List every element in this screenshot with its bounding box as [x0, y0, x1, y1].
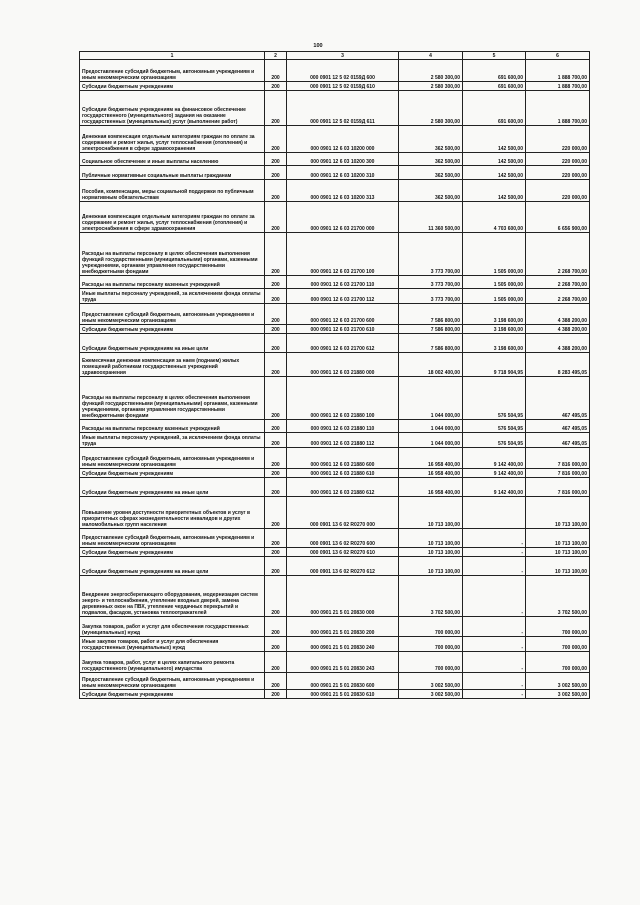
- row-classifier-cell: 000 0901 12 6 03 21880 612: [287, 478, 399, 497]
- row-amount-cell: 467 495,05: [526, 433, 590, 448]
- row-code-cell: 200: [265, 420, 287, 433]
- row-amount-cell: 1 044 000,00: [399, 433, 463, 448]
- row-amount-cell: [463, 497, 526, 529]
- row-amount-cell: 4 388 200,00: [526, 334, 590, 353]
- row-code-cell: 200: [265, 82, 287, 91]
- row-amount-cell: 362 500,00: [399, 126, 463, 153]
- row-amount-cell: 2 268 700,00: [526, 233, 590, 276]
- row-amount-cell: 3 773 700,00: [399, 276, 463, 289]
- row-classifier-cell: 000 0901 21 5 01 20830 000: [287, 576, 399, 617]
- row-amount-cell: 576 504,95: [463, 377, 526, 420]
- row-amount-cell: 691 600,00: [463, 82, 526, 91]
- row-amount-cell: 362 500,00: [399, 153, 463, 166]
- column-header: 2: [265, 52, 287, 60]
- row-name-cell: Предоставление субсидий бюджетным, автономным учреждениям и иным некоммерческим организациям: [80, 448, 265, 469]
- row-classifier-cell: 000 0901 21 5 01 20830 200: [287, 617, 399, 637]
- row-code-cell: 200: [265, 652, 287, 673]
- page-number: 100: [313, 43, 323, 49]
- row-code-cell: 200: [265, 289, 287, 304]
- row-name-cell: Субсидии бюджетным учреждениям на иные цели: [80, 557, 265, 576]
- row-name-cell: Расходы на выплаты персоналу казенных учреждений: [80, 276, 265, 289]
- row-code-cell: 200: [265, 153, 287, 166]
- row-amount-cell: 4 388 200,00: [526, 325, 590, 334]
- row-name-cell: Внедрение энергосберегающего оборудования, модернизация систем энерго- и теплоснабжения, утепление входных дверей, замена деревянных окон на ПВХ, утепление чердачных перекрытий и подвалов, фасадов, установка теплоотражателей: [80, 576, 265, 617]
- row-code-cell: 200: [265, 448, 287, 469]
- table-row: [80, 353, 590, 377]
- table-row: [80, 433, 590, 448]
- row-amount-cell: 142 500,00: [463, 126, 526, 153]
- row-classifier-cell: 000 0901 12 6 03 21880 112: [287, 433, 399, 448]
- row-classifier-cell: 000 0901 13 6 02 R0270 000: [287, 497, 399, 529]
- row-amount-cell: 16 958 400,00: [399, 469, 463, 478]
- row-amount-cell: 3 702 500,00: [399, 576, 463, 617]
- row-name-cell: Иные выплаты персоналу учреждений, за исключением фонда оплаты труда: [80, 433, 265, 448]
- header-row: [80, 52, 590, 60]
- row-name-cell: Предоставление субсидий бюджетным, автономным учреждениям и иным некоммерческим организациям: [80, 529, 265, 548]
- row-amount-cell: 3 702 500,00: [526, 576, 590, 617]
- table-row: [80, 276, 590, 289]
- row-amount-cell: 1 888 700,00: [526, 91, 590, 126]
- table-row: [80, 377, 590, 420]
- row-amount-cell: 9 142 400,00: [463, 478, 526, 497]
- row-amount-cell: 2 268 700,00: [526, 276, 590, 289]
- table-row: [80, 576, 590, 617]
- row-amount-cell: 3 002 500,00: [526, 673, 590, 690]
- row-amount-cell: 10 713 100,00: [399, 529, 463, 548]
- row-amount-cell: 4 388 200,00: [526, 304, 590, 325]
- row-code-cell: 200: [265, 433, 287, 448]
- row-amount-cell: 9 142 400,00: [463, 448, 526, 469]
- table-row: [80, 289, 590, 304]
- row-amount-cell: 362 500,00: [399, 180, 463, 202]
- row-name-cell: Предоставление субсидий бюджетным, автономным учреждениям и иным некоммерческим организациям: [80, 304, 265, 325]
- row-name-cell: Денежная компенсация отдельным категориям граждан по оплате за содержание и ремонт жилья, услуг теплоснабжения (отопления) и электроснабжения в сфере здравоохранения: [80, 202, 265, 233]
- row-amount-cell: 142 500,00: [463, 166, 526, 180]
- row-classifier-cell: 000 0901 21 5 01 20830 240: [287, 637, 399, 652]
- row-amount-cell: 10 713 100,00: [526, 548, 590, 557]
- row-amount-cell: 6 656 900,00: [526, 202, 590, 233]
- row-code-cell: 200: [265, 637, 287, 652]
- row-amount-cell: 7 586 800,00: [399, 304, 463, 325]
- row-amount-cell: 1 888 700,00: [526, 60, 590, 82]
- row-code-cell: 200: [265, 166, 287, 180]
- row-name-cell: Иные закупки товаров, работ и услуг для обеспечения государственных (муниципальных) нужд: [80, 637, 265, 652]
- row-amount-cell: 700 000,00: [526, 637, 590, 652]
- row-amount-cell: -: [463, 557, 526, 576]
- row-amount-cell: 700 000,00: [399, 652, 463, 673]
- row-amount-cell: -: [463, 529, 526, 548]
- row-name-cell: Повышение уровня доступности приоритетных объектов и услуг в приоритетных сферах жизнедеятельности инвалидов и других маломобильных групп населения: [80, 497, 265, 529]
- row-name-cell: Предоставление субсидий бюджетным, автономным учреждениям и иным некоммерческим организациям: [80, 60, 265, 82]
- row-amount-cell: 8 283 495,05: [526, 353, 590, 377]
- row-amount-cell: 3 198 600,00: [463, 325, 526, 334]
- column-header: 5: [463, 52, 526, 60]
- row-amount-cell: 7 586 800,00: [399, 325, 463, 334]
- table-row: [80, 180, 590, 202]
- row-amount-cell: 700 000,00: [399, 637, 463, 652]
- column-header: 1: [80, 52, 265, 60]
- table-row: [80, 60, 590, 82]
- row-code-cell: 200: [265, 673, 287, 690]
- row-code-cell: 200: [265, 60, 287, 82]
- row-classifier-cell: 000 0901 12 6 03 10200 300: [287, 153, 399, 166]
- row-code-cell: 200: [265, 304, 287, 325]
- row-amount-cell: 220 000,00: [526, 126, 590, 153]
- row-name-cell: Расходы на выплаты персоналу в целях обеспечения выполнения функций государственными (муниципальными) органами, казенными учреждениями, органами управления государственными внебюджетными фондами: [80, 377, 265, 420]
- row-code-cell: 200: [265, 180, 287, 202]
- row-classifier-cell: 000 0901 12 6 03 21880 610: [287, 469, 399, 478]
- row-classifier-cell: 000 0901 21 5 01 20830 243: [287, 652, 399, 673]
- row-amount-cell: 2 268 700,00: [526, 289, 590, 304]
- row-amount-cell: 700 000,00: [399, 617, 463, 637]
- table-row: [80, 166, 590, 180]
- row-code-cell: 200: [265, 353, 287, 377]
- row-name-cell: Субсидии бюджетным учреждениям: [80, 469, 265, 478]
- row-code-cell: 200: [265, 557, 287, 576]
- row-amount-cell: 3 002 500,00: [526, 690, 590, 699]
- row-amount-cell: 1 888 700,00: [526, 82, 590, 91]
- row-amount-cell: 3 773 700,00: [399, 233, 463, 276]
- row-amount-cell: 3 198 600,00: [463, 304, 526, 325]
- row-code-cell: 200: [265, 126, 287, 153]
- row-amount-cell: -: [463, 617, 526, 637]
- row-classifier-cell: 000 0901 12 5 02 0159Д 611: [287, 91, 399, 126]
- row-amount-cell: 10 713 100,00: [399, 548, 463, 557]
- row-amount-cell: 16 958 400,00: [399, 478, 463, 497]
- row-amount-cell: 576 504,95: [463, 433, 526, 448]
- row-code-cell: 200: [265, 91, 287, 126]
- row-code-cell: 200: [265, 690, 287, 699]
- row-classifier-cell: 000 0901 12 6 03 21880 110: [287, 420, 399, 433]
- row-classifier-cell: 000 0901 12 6 03 21700 610: [287, 325, 399, 334]
- row-amount-cell: 220 000,00: [526, 153, 590, 166]
- table-row: [80, 529, 590, 548]
- row-amount-cell: 3 002 500,00: [399, 673, 463, 690]
- row-name-cell: Субсидии бюджетным учреждениям: [80, 325, 265, 334]
- row-code-cell: 200: [265, 497, 287, 529]
- row-amount-cell: 10 713 100,00: [399, 497, 463, 529]
- row-classifier-cell: 000 0901 12 6 03 21880 100: [287, 377, 399, 420]
- table-row: [80, 153, 590, 166]
- row-name-cell: Субсидии бюджетным учреждениям на финансовое обеспечение государственного (муниципального) задания на оказание государственных (муниципальных) услуг (выполнение работ): [80, 91, 265, 126]
- row-code-cell: 200: [265, 202, 287, 233]
- row-amount-cell: -: [463, 637, 526, 652]
- row-amount-cell: 691 600,00: [463, 91, 526, 126]
- row-amount-cell: 467 495,05: [526, 377, 590, 420]
- table-row: [80, 637, 590, 652]
- row-classifier-cell: 000 0901 12 5 02 0159Д 600: [287, 60, 399, 82]
- row-amount-cell: 9 718 904,95: [463, 353, 526, 377]
- row-amount-cell: 7 586 800,00: [399, 334, 463, 353]
- row-amount-cell: 1 505 000,00: [463, 276, 526, 289]
- row-amount-cell: 11 360 500,00: [399, 202, 463, 233]
- row-amount-cell: 10 713 100,00: [526, 529, 590, 548]
- row-classifier-cell: 000 0901 21 5 01 20830 600: [287, 673, 399, 690]
- row-amount-cell: 2 580 300,00: [399, 60, 463, 82]
- row-classifier-cell: 000 0901 12 6 03 21700 112: [287, 289, 399, 304]
- column-header: 6: [526, 52, 590, 60]
- row-classifier-cell: 000 0901 12 6 03 21700 000: [287, 202, 399, 233]
- row-amount-cell: 7 816 000,00: [526, 448, 590, 469]
- table-row: [80, 478, 590, 497]
- table-row: [80, 557, 590, 576]
- row-code-cell: 200: [265, 334, 287, 353]
- row-code-cell: 200: [265, 478, 287, 497]
- row-name-cell: Ежемесячная денежная компенсация за наем (поднаем) жилых помещений работникам государственных учреждений здравоохранения: [80, 353, 265, 377]
- row-amount-cell: -: [463, 690, 526, 699]
- table-row: [80, 548, 590, 557]
- table-row: [80, 233, 590, 276]
- row-amount-cell: 3 198 600,00: [463, 334, 526, 353]
- row-amount-cell: 10 713 100,00: [399, 557, 463, 576]
- row-amount-cell: 576 504,95: [463, 420, 526, 433]
- row-name-cell: Субсидии бюджетным учреждениям: [80, 690, 265, 699]
- table-row: [80, 617, 590, 637]
- table-row: [80, 82, 590, 91]
- row-classifier-cell: 000 0901 12 6 03 21700 100: [287, 233, 399, 276]
- row-name-cell: Закупка товаров, работ, услуг в целях капитального ремонта государственного (муниципального) имущества: [80, 652, 265, 673]
- row-name-cell: Денежная компенсация отдельным категориям граждан по оплате за содержание и ремонт жилья, услуг теплоснабжения (отопления) и электроснабжения в сфере здравоохранения: [80, 126, 265, 153]
- row-code-cell: 200: [265, 325, 287, 334]
- row-code-cell: 200: [265, 617, 287, 637]
- row-name-cell: Закупка товаров, работ и услуг для обеспечения государственных (муниципальных) нужд: [80, 617, 265, 637]
- row-classifier-cell: 000 0901 12 6 03 21700 110: [287, 276, 399, 289]
- row-amount-cell: 142 500,00: [463, 153, 526, 166]
- row-amount-cell: 10 713 100,00: [526, 557, 590, 576]
- row-name-cell: Социальное обеспечение и иные выплаты населению: [80, 153, 265, 166]
- row-code-cell: 200: [265, 377, 287, 420]
- table-row: [80, 325, 590, 334]
- row-name-cell: Расходы на выплаты персоналу казенных учреждений: [80, 420, 265, 433]
- row-name-cell: Субсидии бюджетным учреждениям на иные цели: [80, 478, 265, 497]
- row-amount-cell: 142 500,00: [463, 180, 526, 202]
- row-classifier-cell: 000 0901 12 6 03 21700 600: [287, 304, 399, 325]
- table-row: [80, 91, 590, 126]
- row-amount-cell: 4 703 600,00: [463, 202, 526, 233]
- row-amount-cell: 1 044 000,00: [399, 420, 463, 433]
- row-classifier-cell: 000 0901 13 6 02 R0270 612: [287, 557, 399, 576]
- row-amount-cell: 362 500,00: [399, 166, 463, 180]
- row-code-cell: 200: [265, 233, 287, 276]
- table-row: [80, 690, 590, 699]
- row-name-cell: Расходы на выплаты персоналу в целях обеспечения выполнения функций государственными (муниципальными) органами, казенными учреждениями, органами управления государственными внебюджетными фондами: [80, 233, 265, 276]
- row-classifier-cell: 000 0901 21 5 01 20830 610: [287, 690, 399, 699]
- budget-table: [79, 51, 590, 699]
- row-name-cell: Предоставление субсидий бюджетным, автономным учреждениям и иным некоммерческим организациям: [80, 673, 265, 690]
- table-row: [80, 334, 590, 353]
- column-header: 4: [399, 52, 463, 60]
- row-name-cell: Публичные нормативные социальные выплаты гражданам: [80, 166, 265, 180]
- table-row: [80, 420, 590, 433]
- row-classifier-cell: 000 0901 13 6 02 R0270 610: [287, 548, 399, 557]
- row-amount-cell: 7 816 000,00: [526, 478, 590, 497]
- row-amount-cell: -: [463, 576, 526, 617]
- row-amount-cell: 9 142 400,00: [463, 469, 526, 478]
- row-amount-cell: 16 958 400,00: [399, 448, 463, 469]
- row-amount-cell: 467 495,05: [526, 420, 590, 433]
- table-row: [80, 673, 590, 690]
- row-classifier-cell: 000 0901 12 6 03 10200 000: [287, 126, 399, 153]
- table-row: [80, 469, 590, 478]
- row-amount-cell: 18 002 400,00: [399, 353, 463, 377]
- row-classifier-cell: 000 0901 12 5 02 0159Д 610: [287, 82, 399, 91]
- row-name-cell: Пособия, компенсации, меры социальной поддержки по публичным нормативным обязательствам: [80, 180, 265, 202]
- row-amount-cell: 691 600,00: [463, 60, 526, 82]
- row-code-cell: 200: [265, 529, 287, 548]
- row-amount-cell: 1 044 000,00: [399, 377, 463, 420]
- row-name-cell: Субсидии бюджетным учреждениям: [80, 82, 265, 91]
- row-classifier-cell: 000 0901 12 6 03 21880 000: [287, 353, 399, 377]
- table-row: [80, 652, 590, 673]
- row-amount-cell: -: [463, 548, 526, 557]
- table-row: [80, 448, 590, 469]
- row-classifier-cell: 000 0901 12 6 03 10200 310: [287, 166, 399, 180]
- row-code-cell: 200: [265, 548, 287, 557]
- row-name-cell: Субсидии бюджетным учреждениям на иные цели: [80, 334, 265, 353]
- row-code-cell: 200: [265, 576, 287, 617]
- row-amount-cell: 220 000,00: [526, 180, 590, 202]
- row-amount-cell: -: [463, 652, 526, 673]
- table-row: [80, 497, 590, 529]
- table-row: [80, 202, 590, 233]
- row-amount-cell: 700 000,00: [526, 617, 590, 637]
- row-amount-cell: 7 816 000,00: [526, 469, 590, 478]
- row-classifier-cell: 000 0901 12 6 03 21880 600: [287, 448, 399, 469]
- row-amount-cell: 700 000,00: [526, 652, 590, 673]
- row-classifier-cell: 000 0901 13 6 02 R0270 600: [287, 529, 399, 548]
- row-amount-cell: -: [463, 673, 526, 690]
- row-code-cell: 200: [265, 469, 287, 478]
- row-amount-cell: 3 773 700,00: [399, 289, 463, 304]
- row-name-cell: Иные выплаты персоналу учреждений, за исключением фонда оплаты труда: [80, 289, 265, 304]
- row-name-cell: Субсидии бюджетным учреждениям: [80, 548, 265, 557]
- row-code-cell: 200: [265, 276, 287, 289]
- row-classifier-cell: 000 0901 12 6 03 10200 313: [287, 180, 399, 202]
- row-classifier-cell: 000 0901 12 6 03 21700 612: [287, 334, 399, 353]
- row-amount-cell: 2 580 300,00: [399, 82, 463, 91]
- row-amount-cell: 220 000,00: [526, 166, 590, 180]
- table-row: [80, 304, 590, 325]
- row-amount-cell: 1 505 000,00: [463, 289, 526, 304]
- row-amount-cell: 3 002 500,00: [399, 690, 463, 699]
- row-amount-cell: 10 713 100,00: [526, 497, 590, 529]
- row-amount-cell: 1 505 000,00: [463, 233, 526, 276]
- row-amount-cell: 2 580 300,00: [399, 91, 463, 126]
- table-row: [80, 126, 590, 153]
- column-header: 3: [287, 52, 399, 60]
